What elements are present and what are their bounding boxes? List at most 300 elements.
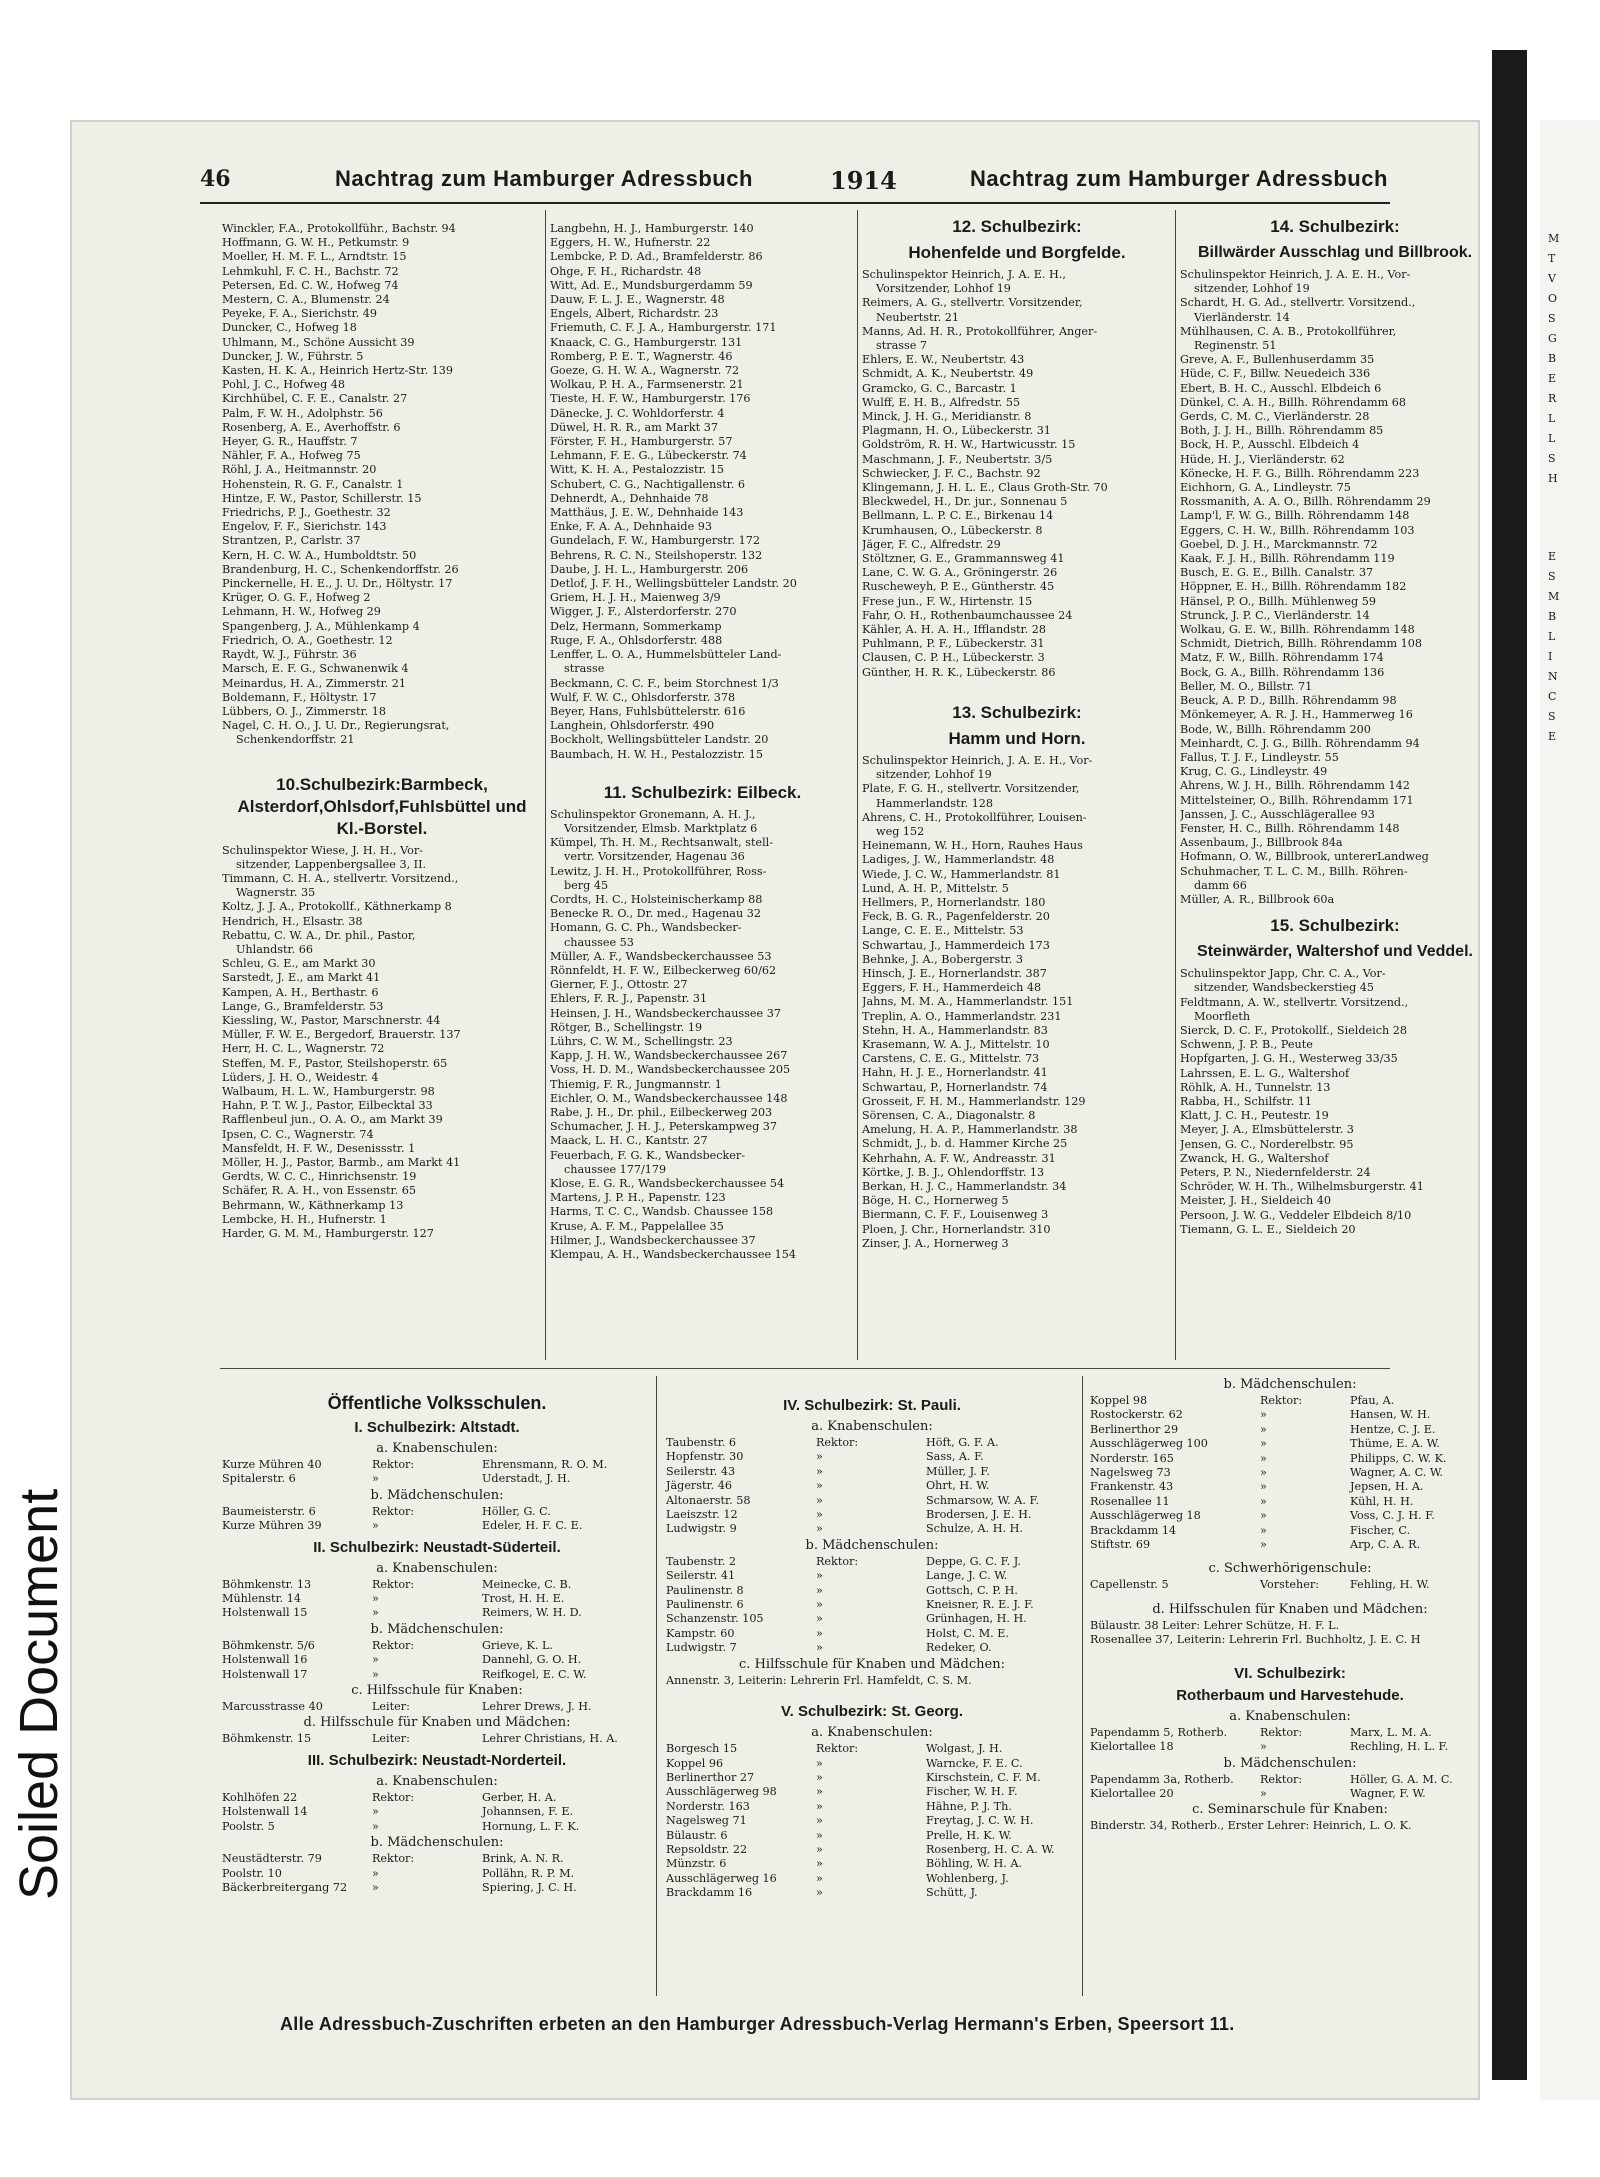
district-2-title: II. Schulbezirk: Neustadt-Süderteil.	[313, 1538, 561, 1556]
list-item: Schwartau, P., Hornerlandstr. 74	[862, 1080, 1048, 1094]
list-item: Kiessling, W., Pastor, Marschnerstr. 44	[222, 1013, 441, 1027]
school-head: Brodersen, J. E. H.	[926, 1508, 1032, 1522]
list-item: Plate, F. G. H., stellvertr. Vorsitzender,	[862, 782, 1080, 796]
school-table	[222, 1732, 652, 1746]
school-address: Holstenwall 14	[222, 1805, 308, 1819]
school-address: Hopfenstr. 30	[666, 1450, 744, 1464]
edge-letter: V	[1548, 272, 1556, 285]
school-address: Norderstr. 163	[666, 1799, 750, 1813]
section-12-subtitle: Hohenfelde und Borgfelde.	[908, 243, 1126, 262]
school-address: Kielortallee 18	[1090, 1740, 1174, 1754]
school-address: Böhmkenstr. 15	[222, 1732, 312, 1746]
table-row	[666, 1872, 1078, 1886]
table-row	[222, 1852, 652, 1866]
school-address: Altonaerstr. 58	[666, 1493, 751, 1507]
list-item: Witt, K. H. A., Pestalozzistr. 15	[550, 463, 725, 477]
list-item: Schleu, G. E., am Markt 30	[222, 957, 376, 971]
list-item: Mönkemeyer, A. R. J. H., Hammerweg 16	[1180, 708, 1413, 722]
list-item: Duncker, C., Hofweg 18	[222, 321, 357, 335]
list-item: Strantzen, P., Carlstr. 37	[222, 534, 361, 548]
list-item: Günther, H. R. K., Lübeckerstr. 86	[862, 665, 1056, 679]
school-head: Trost, H. H. E.	[482, 1592, 565, 1606]
edge-letter: S	[1548, 570, 1556, 583]
list-item: Eggers, C. H. W., Billh. Röhrendamm 103	[1180, 523, 1415, 537]
edge-letter: L	[1548, 630, 1556, 643]
school-address: Holstenwall 16	[222, 1653, 308, 1667]
list-item: Schulinspektor Heinrich, J. A. E. H.,	[862, 268, 1066, 281]
table-row	[1090, 1394, 1490, 1408]
list-item: Wiede, J. C. W., Hammerlandstr. 81	[862, 867, 1061, 881]
list-item: Müller, F. W. E., Bergedorf, Brauerstr. 137	[222, 1028, 461, 1042]
table-row	[222, 1458, 652, 1472]
school-head: Wolgast, J. H.	[926, 1742, 1003, 1756]
list-item: Feuerbach, F. G. K., Wandsbecker-	[550, 1148, 746, 1162]
school-role: »	[816, 1756, 823, 1770]
table-row	[666, 1598, 1078, 1612]
school-head: Fehling, H. W.	[1350, 1578, 1430, 1592]
list-item: Goldström, R. H. W., Hartwicusstr. 15	[862, 438, 1076, 452]
school-head: Sass, A. F.	[926, 1450, 984, 1464]
edge-letter: S	[1548, 312, 1556, 325]
table-row	[222, 1606, 652, 1620]
school-head: Schmarsow, W. A. F.	[926, 1493, 1040, 1507]
list-item: Schardt, H. G. Ad., stellvertr. Vorsitzend.,	[1180, 296, 1416, 310]
school-address: Seilerstr. 43	[666, 1464, 736, 1478]
school-head: Johannsen, F. E.	[482, 1805, 574, 1819]
list-item: Thiemig, F. R., Jungmannstr. 1	[550, 1077, 722, 1091]
school-head: Wagner, F. W.	[1350, 1786, 1426, 1800]
list-item: Möller, H. J., Pastor, Barmb., am Markt 41	[222, 1155, 461, 1169]
list-item: Krüger, O. G. F., Hofweg 2	[222, 591, 371, 605]
list-item: Lembcke, P. D. Ad., Bramfelderstr. 86	[550, 250, 763, 264]
list-item: Bockholt, Wellingsbütteler Landstr. 20	[550, 733, 769, 747]
school-head: Rosenberg, H. C. A. W.	[926, 1842, 1055, 1856]
list-item: Persoon, J. W. G., Veddeler Elbdeich 8/10	[1180, 1208, 1412, 1222]
table-row	[1090, 1480, 1490, 1494]
school-table	[222, 1791, 652, 1834]
list-item: Timmann, C. H. A., stellvertr. Vorsitzend.,	[222, 871, 459, 885]
list-item: Petersen, Ed. C. W., Hofweg 74	[222, 278, 399, 292]
table-row	[666, 1627, 1078, 1641]
list-item: Sierck, D. C. F., Protokollf., Sieldeich 28	[1180, 1023, 1407, 1037]
list-item: Hinsch, J. E., Hornerlandstr. 387	[862, 966, 1047, 980]
table-row	[1090, 1538, 1490, 1552]
school-address: Papendamm 5, Rotherb.	[1090, 1725, 1228, 1739]
school-head: Uderstadt, J. H.	[482, 1472, 571, 1486]
school-address: Böhmkenstr. 13	[222, 1577, 312, 1591]
school-role: »	[1260, 1451, 1267, 1465]
section-12-title: 12. Schulbezirk:	[952, 217, 1082, 236]
list-item: Meyer, J. A., Elmsbüttelerstr. 3	[1180, 1123, 1354, 1137]
list-item: Strunck, J. P. C., Vierländerstr. 14	[1180, 608, 1370, 622]
list-item: Dauw, F. L. J. E., Wagnerstr. 48	[550, 293, 725, 307]
list-item: Hoffmann, G. W. H., Petkumstr. 9	[222, 236, 410, 250]
list-item: Maack, L. H. C., Kantstr. 27	[550, 1134, 708, 1148]
school-head: Wohlenberg, J.	[926, 1871, 1009, 1885]
list-item: vertr. Vorsitzender, Hagenau 36	[564, 850, 745, 864]
table-row	[666, 1612, 1078, 1626]
list-item: Palm, F. W. H., Adolphstr. 56	[222, 406, 383, 420]
school-head: Marx, L. M. A.	[1350, 1725, 1432, 1739]
district-6-title: VI. Schulbezirk:	[1234, 1664, 1346, 1682]
school-address: Rosenallee 11	[1090, 1494, 1170, 1508]
school-address: Binderstr. 34, Rotherb., Erster Lehrer: Heinrich, L. O. K.	[1090, 1819, 1412, 1833]
volksschulen-column-2	[666, 1392, 1078, 1901]
school-role	[1421, 1633, 1490, 1647]
school-role: »	[816, 1479, 823, 1493]
school-address: Kohlhöfen 22	[222, 1790, 298, 1804]
school-address: Ausschlägerweg 16	[666, 1871, 777, 1885]
school-table	[222, 1852, 652, 1895]
list-item: Koltz, J. J. A., Protokollf., Käthnerkamp 8	[222, 900, 452, 914]
column-1	[222, 222, 542, 1241]
school-head: Müller, J. F.	[926, 1464, 990, 1478]
list-item: Höppner, E. H., Billh. Röhrendamm 182	[1180, 580, 1407, 594]
edge-letter: N	[1548, 670, 1558, 683]
school-role: »	[816, 1770, 823, 1784]
list-item: Schulinspektor Wiese, J. H. H., Vor-	[222, 843, 424, 857]
list-item: Zinser, J. A., Hornerweg 3	[862, 1236, 1009, 1250]
list-item: Boldemann, F., Höltystr. 17	[222, 690, 377, 704]
list-item: Vierländerstr. 14	[1194, 310, 1290, 324]
list-item: Hendrich, H., Elsastr. 38	[222, 914, 363, 928]
table-row	[666, 1829, 1078, 1843]
list-item: Pohl, J. C., Hofweg 48	[222, 378, 346, 392]
school-head: Voss, C. J. H. F.	[1350, 1509, 1435, 1523]
list-item: Uhlmann, M., Schöne Aussicht 39	[222, 335, 415, 349]
list-item: Düwel, H. R. R., am Markt 37	[550, 420, 718, 434]
list-item: Clausen, C. P. H., Lübeckerstr. 3	[862, 651, 1045, 665]
section-13-title: 13. Schulbezirk:	[952, 702, 1082, 722]
district-6-boys: a. Knabenschulen:	[1229, 1708, 1351, 1724]
list-item: Lange, G., Bramfelderstr. 53	[222, 999, 384, 1013]
school-address: Neustädterstr. 79	[222, 1852, 322, 1866]
address-list	[1180, 268, 1490, 907]
school-table	[1090, 1819, 1490, 1833]
school-role: »	[816, 1626, 823, 1640]
school-role: »	[816, 1842, 823, 1856]
list-item: Kasten, H. K. A., Heinrich Hertz-Str. 139	[222, 364, 454, 378]
list-item: chaussee 177/179	[564, 1162, 667, 1176]
school-role: »	[816, 1522, 823, 1536]
school-role: Leiter:	[372, 1700, 410, 1714]
list-item: Langbehn, H. J., Hamburgerstr. 140	[550, 222, 754, 235]
school-address: Münzstr. 6	[666, 1857, 727, 1871]
list-item: Janssen, J. C., Ausschlägerallee 93	[1180, 807, 1375, 821]
school-role: »	[816, 1493, 823, 1507]
school-role: »	[372, 1472, 379, 1486]
table-row	[666, 1785, 1078, 1799]
list-item: Kruse, A. F. M., Pappelallee 35	[550, 1219, 724, 1233]
list-item: berg 45	[564, 878, 609, 892]
column-rule	[857, 210, 858, 1360]
school-address: Ausschlägerweg 98	[666, 1785, 777, 1799]
table-row	[666, 1857, 1078, 1871]
school-head: Höft, G. F. A.	[926, 1436, 999, 1449]
list-item: Hilmer, J., Wandsbeckerchaussee 37	[550, 1233, 756, 1247]
school-address: Berlinerthor 29	[1090, 1422, 1179, 1436]
table-row	[1090, 1578, 1490, 1592]
list-item: Tiemann, G. L. E., Sieldeich 20	[1180, 1222, 1356, 1236]
list-item: Kirchhübel, C. F. E., Canalstr. 27	[222, 392, 408, 406]
list-item: Hüde, C. F., Billw. Neuedeich 336	[1180, 367, 1371, 381]
column-rule	[1175, 210, 1176, 1360]
school-address: Paulinenstr. 8	[666, 1583, 744, 1597]
list-item: Hammerlandstr. 128	[876, 796, 994, 810]
list-item: Friemuth, C. F. J. A., Hamburgerstr. 171	[550, 321, 777, 335]
list-item: Friedrichs, P. J., Goethestr. 32	[222, 506, 391, 520]
edge-letter: L	[1548, 412, 1556, 425]
edge-letter: S	[1548, 710, 1556, 723]
table-row	[1090, 1495, 1490, 1509]
school-table	[1090, 1773, 1490, 1802]
table-row	[666, 1814, 1078, 1828]
list-item: Kampen, A. H., Berthastr. 6	[222, 985, 379, 999]
school-role: »	[372, 1606, 379, 1620]
list-item: Schmidt, A. K., Neubertstr. 49	[862, 367, 1034, 381]
school-address: Nagelsweg 71	[666, 1814, 747, 1828]
school-address: Kampstr. 60	[666, 1626, 735, 1640]
school-role	[1339, 1619, 1429, 1633]
district-3-girls: b. Mädchenschulen:	[370, 1835, 504, 1851]
school-address: Laeiszstr. 12	[666, 1508, 738, 1522]
school-head: Gottsch, C. P. H.	[926, 1583, 1018, 1597]
list-item: Dehnerdt, A., Dehnhaide 78	[550, 491, 709, 505]
list-item: Fallus, T. J. F., Lindleystr. 55	[1180, 750, 1339, 764]
edge-letter: T	[1548, 252, 1556, 265]
table-row	[222, 1639, 652, 1653]
list-item: Greve, A. F., Bullenhuserdamm 35	[1180, 353, 1375, 367]
district-1-girls: b. Mädchenschulen:	[370, 1487, 504, 1503]
list-item: Maschmann, J. F., Neubertstr. 3/5	[862, 452, 1053, 466]
volksschulen-title: Öffentliche Volksschulen.	[327, 1393, 547, 1413]
list-item: Böge, H. C., Hornerweg 5	[862, 1194, 1009, 1208]
list-item: Nagel, C. H. O., J. U. Dr., Regierungsrat,	[222, 719, 450, 733]
school-role: »	[1260, 1494, 1267, 1508]
list-item: Lamp'l, F. W. G., Billh. Röhrendamm 148	[1180, 509, 1410, 523]
list-item: Jäger, F. C., Alfredstr. 29	[862, 537, 1001, 551]
school-head: Deppe, G. C. F. J.	[926, 1554, 1021, 1568]
school-role	[972, 1674, 1078, 1688]
table-row	[666, 1641, 1078, 1655]
school-address: Annenstr. 3, Leiterin: Lehrerin Frl. Hamfeldt, C. S. M.	[666, 1673, 972, 1687]
table-row	[222, 1505, 652, 1519]
list-item: Homann, G. C. Ph., Wandsbecker-	[550, 921, 742, 935]
list-item: Knaack, C. G., Hamburgerstr. 131	[550, 335, 743, 349]
list-item: Gierner, F. J., Ottostr. 27	[550, 978, 688, 992]
school-address: Kurze Mühren 39	[222, 1519, 322, 1533]
table-row	[666, 1771, 1078, 1785]
list-item: Hänsel, P. O., Billh. Mühlenweg 59	[1180, 594, 1376, 608]
school-address: Frankenstr. 43	[1090, 1480, 1174, 1494]
school-head: Höller, G. A. M. C.	[1350, 1772, 1453, 1786]
school-table	[666, 1436, 1078, 1537]
school-address: Brackdamm 16	[666, 1886, 753, 1900]
list-item: Frese jun., F. W., Hirtenstr. 15	[862, 594, 1033, 608]
table-row	[1090, 1423, 1490, 1437]
edge-letter: S	[1548, 452, 1556, 465]
list-item: Hellmers, P., Hornerlandstr. 180	[862, 895, 1046, 909]
list-item: Reginenstr. 51	[1194, 339, 1277, 353]
school-head: Schütt, J.	[926, 1886, 978, 1900]
school-head: Kneisner, R. E. J. F.	[926, 1598, 1034, 1612]
table-row	[666, 1508, 1078, 1522]
list-item: Dünkel, C. A. H., Billh. Röhrendamm 68	[1180, 395, 1407, 409]
list-item: Rosenberg, A. E., Averhoffstr. 6	[222, 420, 401, 434]
district-1-title: I. Schulbezirk: Altstadt.	[354, 1419, 520, 1436]
table-row	[222, 1732, 652, 1746]
list-item: Mittelsteiner, O., Billh. Röhrendamm 171	[1180, 793, 1414, 807]
school-address: Koppel 98	[1090, 1394, 1148, 1407]
district-4-aux: c. Hilfsschule für Knaben und Mädchen:	[739, 1656, 1005, 1672]
list-item: Lehmkuhl, F. C. H., Bachstr. 72	[222, 264, 399, 278]
table-row	[666, 1800, 1078, 1814]
school-role: »	[816, 1871, 823, 1885]
list-item: Jahns, M. M. A., Hammerlandstr. 151	[862, 995, 1074, 1009]
district-3-title: III. Schulbezirk: Neustadt-Norderteil.	[307, 1751, 567, 1769]
list-item: Kümpel, Th. H. M., Rechtsanwalt, stell-	[550, 836, 774, 850]
school-table	[1090, 1394, 1490, 1552]
list-item: Ahrens, W. J. H., Billh. Röhrendamm 142	[1180, 779, 1410, 793]
list-item: Reimers, A. G., stellvertr. Vorsitzender,	[862, 296, 1083, 310]
school-address: Ausschlägerweg 100	[1090, 1437, 1208, 1451]
volksschulen-column-1	[222, 1386, 652, 1895]
school-role: »	[816, 1886, 823, 1900]
school-head: Lehrer Drews, J. H.	[482, 1700, 592, 1714]
school-role: »	[816, 1508, 823, 1522]
school-role: Rektor:	[816, 1742, 859, 1756]
list-item: Behrmann, W., Käthnerkamp 13	[222, 1198, 404, 1212]
list-item: Dänecke, J. C. Wohldorferstr. 4	[550, 406, 725, 420]
list-item: Hohenstein, R. G. F., Canalstr. 1	[222, 477, 404, 491]
next-page-edge	[1540, 120, 1600, 2100]
list-item: Klingemann, J. H. L. E., Claus Groth-Str. 70	[862, 481, 1108, 495]
list-item: Ohge, F. H., Richardstr. 48	[550, 264, 702, 278]
school-address: Rosenallee 37, Leiterin: Lehrerin Frl. Buchholtz, J. E. C. H	[1090, 1633, 1421, 1647]
list-item: Lüders, J. H. O., Weidestr. 4	[222, 1070, 379, 1084]
address-list	[222, 222, 542, 748]
list-item: Vorsitzender, Lohhof 19	[876, 282, 1011, 296]
district-2-aux-boys: c. Hilfsschule für Knaben:	[351, 1683, 523, 1699]
school-role: »	[372, 1819, 379, 1833]
list-item: Ehlers, E. W., Neubertstr. 43	[862, 353, 1025, 367]
list-item: Engelov, F. F., Sierichstr. 143	[222, 520, 387, 534]
list-item: Moeller, H. M. F. L., Arndtstr. 15	[222, 250, 407, 264]
list-item: Delz, Hermann, Sommerkamp	[550, 619, 722, 633]
school-role: Vorsteher:	[1260, 1578, 1319, 1592]
list-item: Langhein, Ohlsdorferstr. 490	[550, 719, 715, 733]
table-row	[222, 1805, 652, 1819]
school-address: Böhmkenstr. 5/6	[222, 1638, 315, 1652]
table-row	[1090, 1408, 1490, 1422]
school-head: Gerber, H. A.	[482, 1790, 557, 1804]
school-role: Rektor:	[1260, 1772, 1303, 1786]
list-item: Stehn, H. A., Hammerlandstr. 83	[862, 1023, 1048, 1037]
list-item: Fenster, H. C., Billh. Röhrendamm 148	[1180, 821, 1400, 835]
list-item: Schwartau, J., Hammerdeich 173	[862, 938, 1050, 952]
list-item: Ruge, F. A., Ohlsdorferstr. 488	[550, 633, 723, 647]
school-role: »	[816, 1857, 823, 1871]
list-item: Schubert, C. G., Nachtigallenstr. 6	[550, 477, 745, 491]
school-role: »	[816, 1569, 823, 1583]
school-role: »	[816, 1828, 823, 1842]
school-head: Hähne, P. J. Th.	[926, 1799, 1012, 1813]
district-2-boys: a. Knabenschulen:	[376, 1560, 498, 1576]
school-role: »	[372, 1866, 379, 1880]
table-row	[222, 1700, 652, 1714]
column-rule	[656, 1376, 657, 1996]
list-item: Sörensen, C. A., Diagonalstr. 8	[862, 1108, 1036, 1122]
header-title-left: Nachtrag zum Hamburger Adressbuch	[335, 166, 753, 191]
list-item: Beckmann, C. C. F., beim Storchnest 1/3	[550, 676, 779, 690]
table-row	[666, 1494, 1078, 1508]
list-item: Friedrich, O. A., Goethestr. 12	[222, 633, 393, 647]
school-table	[222, 1639, 652, 1682]
school-role: Leiter:	[372, 1732, 410, 1746]
district-4-boys: a. Knabenschulen:	[811, 1419, 933, 1434]
list-item: Eggers, H. W., Hufnerstr. 22	[550, 236, 711, 250]
table-row	[222, 1867, 652, 1881]
list-item: Detlof, J. F. H., Wellingsbütteler Landstr. 20	[550, 577, 797, 591]
list-item: Lund, A. H. P., Mittelstr. 5	[862, 881, 1009, 895]
list-item: Schuhmacher, T. L. C. M., Billh. Röhren-	[1180, 864, 1408, 878]
table-row	[666, 1584, 1078, 1598]
list-item: sitzender, Wandsbeckerstieg 45	[1194, 981, 1375, 995]
list-item: Körtke, J. B. J., Ohlendorffstr. 13	[862, 1165, 1045, 1179]
list-item: Winckler, F.A., Protokollführ., Bachstr. 94	[222, 222, 456, 235]
list-item: Grosseit, F. H. M., Hammerlandstr. 129	[862, 1094, 1086, 1108]
list-item: sitzender, Lohhof 19	[876, 768, 992, 782]
page-header	[200, 160, 1390, 204]
list-item: Jensen, G. C., Norderelbstr. 95	[1180, 1137, 1354, 1151]
list-item: Daube, J. H. L., Hamburgerstr. 206	[550, 562, 749, 576]
school-address: Rostockerstr. 62	[1090, 1408, 1183, 1422]
table-row	[666, 1436, 1078, 1450]
edge-letter: R	[1548, 392, 1557, 405]
list-item: Minck, J. H. G., Meridianstr. 8	[862, 410, 1032, 424]
column-rule	[545, 210, 546, 1360]
school-role: Rektor:	[1260, 1394, 1303, 1407]
school-role: Rektor:	[1260, 1725, 1303, 1739]
school-address: Norderstr. 165	[1090, 1451, 1174, 1465]
address-list	[222, 844, 542, 1242]
school-head: Holst, C. M. E.	[926, 1626, 1009, 1640]
school-head: Lange, J. C. W.	[926, 1569, 1008, 1583]
school-head: Thüme, E. A. W.	[1350, 1437, 1440, 1451]
list-item: Meister, J. H., Sieldeich 40	[1180, 1194, 1331, 1208]
table-row	[1090, 1466, 1490, 1480]
school-address: Mühlenstr. 14	[222, 1592, 301, 1606]
table-row	[666, 1555, 1078, 1569]
school-address: Poolstr. 5	[222, 1819, 275, 1833]
school-role: »	[1260, 1437, 1267, 1451]
volksschulen-column-3	[1090, 1376, 1490, 1834]
list-item: Feck, B. G. R., Pagenfelderstr. 20	[862, 910, 1050, 924]
list-item: Matz, F. W., Billh. Röhrendamm 174	[1180, 651, 1384, 665]
school-head: Freytag, J. C. W. H.	[926, 1814, 1034, 1828]
school-role: »	[372, 1667, 379, 1681]
page-footer: Alle Adressbuch-Zuschriften erbeten an den Hamburger Adressbuch-Verlag Hermann's Erben, Speersort 11.	[280, 2014, 1235, 2034]
school-head: Hansen, W. H.	[1350, 1408, 1431, 1422]
school-head: Edeler, H. F. C. E.	[482, 1519, 583, 1533]
list-item: Gerds, C. M. C., Vierländerstr. 28	[1180, 410, 1370, 424]
school-head: Hentze, C. J. E.	[1350, 1422, 1436, 1436]
list-item: Bock, H. P., Ausschl. Elbdeich 4	[1180, 438, 1360, 452]
school-address: Capellenstr. 5	[1090, 1578, 1169, 1592]
list-item: Engels, Albert, Richardstr. 23	[550, 307, 719, 321]
school-address: Berlinerthor 27	[666, 1770, 755, 1784]
list-item: Benecke R. O., Dr. med., Hagenau 32	[550, 907, 761, 921]
